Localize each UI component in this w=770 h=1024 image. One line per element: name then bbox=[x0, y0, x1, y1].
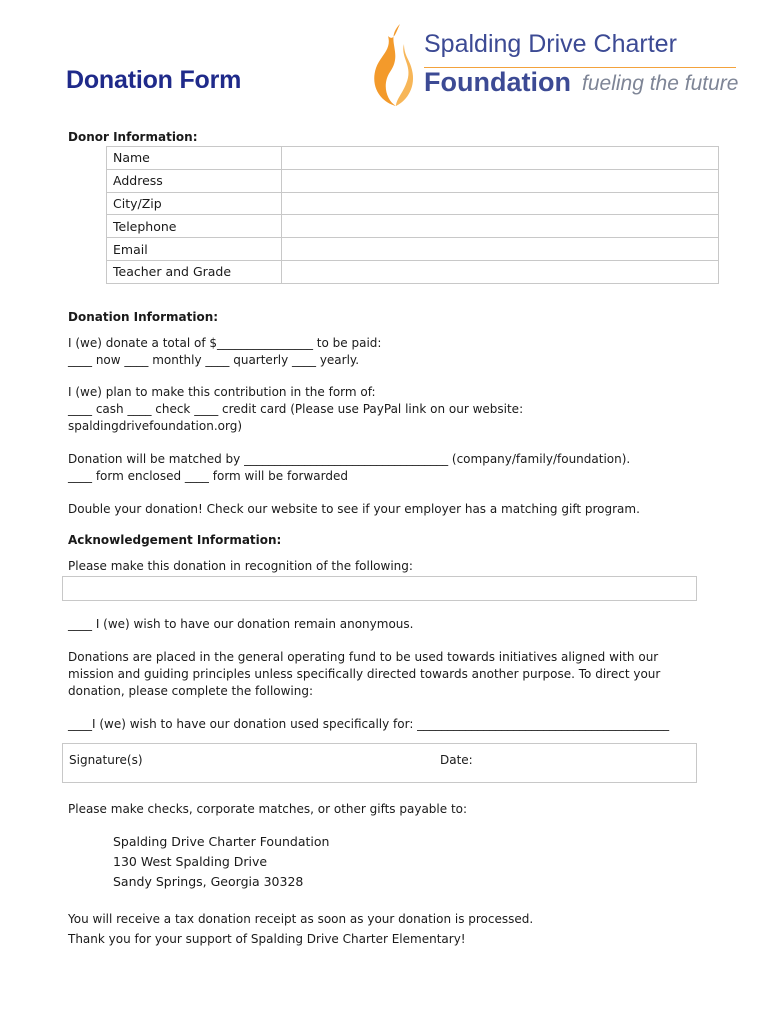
recognition-input[interactable] bbox=[62, 576, 697, 601]
website-line: spaldingdrivefoundation.org) bbox=[68, 419, 243, 433]
match-form-line: ____ form enclosed ____ form will be forwarded bbox=[68, 469, 348, 483]
contribution-form-line: I (we) plan to make this contribution in the form of: bbox=[68, 385, 376, 399]
thanks-line: Thank you for your support of Spalding Drive Charter Elementary! bbox=[68, 932, 466, 946]
donor-row-address bbox=[107, 169, 719, 192]
donor-table bbox=[106, 146, 719, 284]
donor-row-teacher bbox=[107, 260, 719, 283]
double-donation-line: Double your donation! Check our website to see if your employer has a matching gift program. bbox=[68, 502, 640, 516]
payable-line: Please make checks, corporate matches, or other gifts payable to: bbox=[68, 802, 468, 816]
donation-heading: Donation Information: bbox=[68, 310, 219, 324]
donor-heading: Donor Information: bbox=[68, 130, 198, 144]
donation-total-line: I (we) donate a total of $________________ to be paid: bbox=[68, 336, 382, 350]
logo-name-line2: Foundation bbox=[424, 67, 571, 97]
donor-row-email bbox=[107, 238, 719, 261]
donor-label: Email bbox=[107, 238, 282, 261]
telephone-field[interactable] bbox=[282, 215, 719, 238]
donor-row-cityzip bbox=[107, 192, 719, 215]
donor-label: City/Zip bbox=[107, 192, 282, 215]
address-line-3: Sandy Springs, Georgia 30328 bbox=[113, 874, 304, 889]
flame-logo-icon bbox=[370, 22, 416, 108]
match-line: Donation will be matched by __________________________________ (company/family/foundation). bbox=[68, 452, 631, 466]
donation-schedule-line: ____ now ____ monthly ____ quarterly ____ yearly. bbox=[68, 353, 360, 367]
fund-text-line2: mission and guiding principles unless specifically directed towards another purpose. To direct your bbox=[68, 667, 661, 681]
email-field[interactable] bbox=[282, 238, 719, 261]
anonymous-line: ____ I (we) wish to have our donation remain anonymous. bbox=[68, 617, 414, 631]
donor-label: Teacher and Grade bbox=[107, 260, 282, 283]
donor-label: Telephone bbox=[107, 215, 282, 238]
donor-label: Name bbox=[107, 147, 282, 170]
specific-use-line: ____I (we) wish to have our donation used specifically for: __________________________________________ bbox=[68, 717, 670, 731]
address-line-1: Spalding Drive Charter Foundation bbox=[113, 834, 330, 849]
page-title: Donation Form bbox=[66, 66, 242, 94]
date-label: Date: bbox=[440, 753, 473, 767]
address-field[interactable] bbox=[282, 169, 719, 192]
donor-row-name bbox=[107, 147, 719, 170]
fund-text-line3: donation, please complete the following: bbox=[68, 684, 314, 698]
acknowledgement-heading: Acknowledgement Information: bbox=[68, 533, 282, 547]
donor-label: Address bbox=[107, 169, 282, 192]
donor-row-telephone bbox=[107, 215, 719, 238]
name-field[interactable] bbox=[282, 147, 719, 170]
address-line-2: 130 West Spalding Drive bbox=[113, 854, 268, 869]
logo-name-line1: Spalding Drive Charter bbox=[424, 30, 677, 58]
fund-text-line1: Donations are placed in the general operating fund to be used towards initiatives aligned with our bbox=[68, 650, 659, 664]
contribution-method-line: ____ cash ____ check ____ credit card (Please use PayPal link on our website: bbox=[68, 402, 524, 416]
recognition-prompt: Please make this donation in recognition of the following: bbox=[68, 559, 413, 573]
receipt-line: You will receive a tax donation receipt as soon as your donation is processed. bbox=[68, 912, 534, 926]
signature-label: Signature(s) bbox=[69, 753, 143, 767]
city-zip-field[interactable] bbox=[282, 192, 719, 215]
signature-box[interactable] bbox=[62, 743, 697, 783]
teacher-grade-field[interactable] bbox=[282, 260, 719, 283]
logo-tagline: fueling the future bbox=[582, 72, 739, 95]
